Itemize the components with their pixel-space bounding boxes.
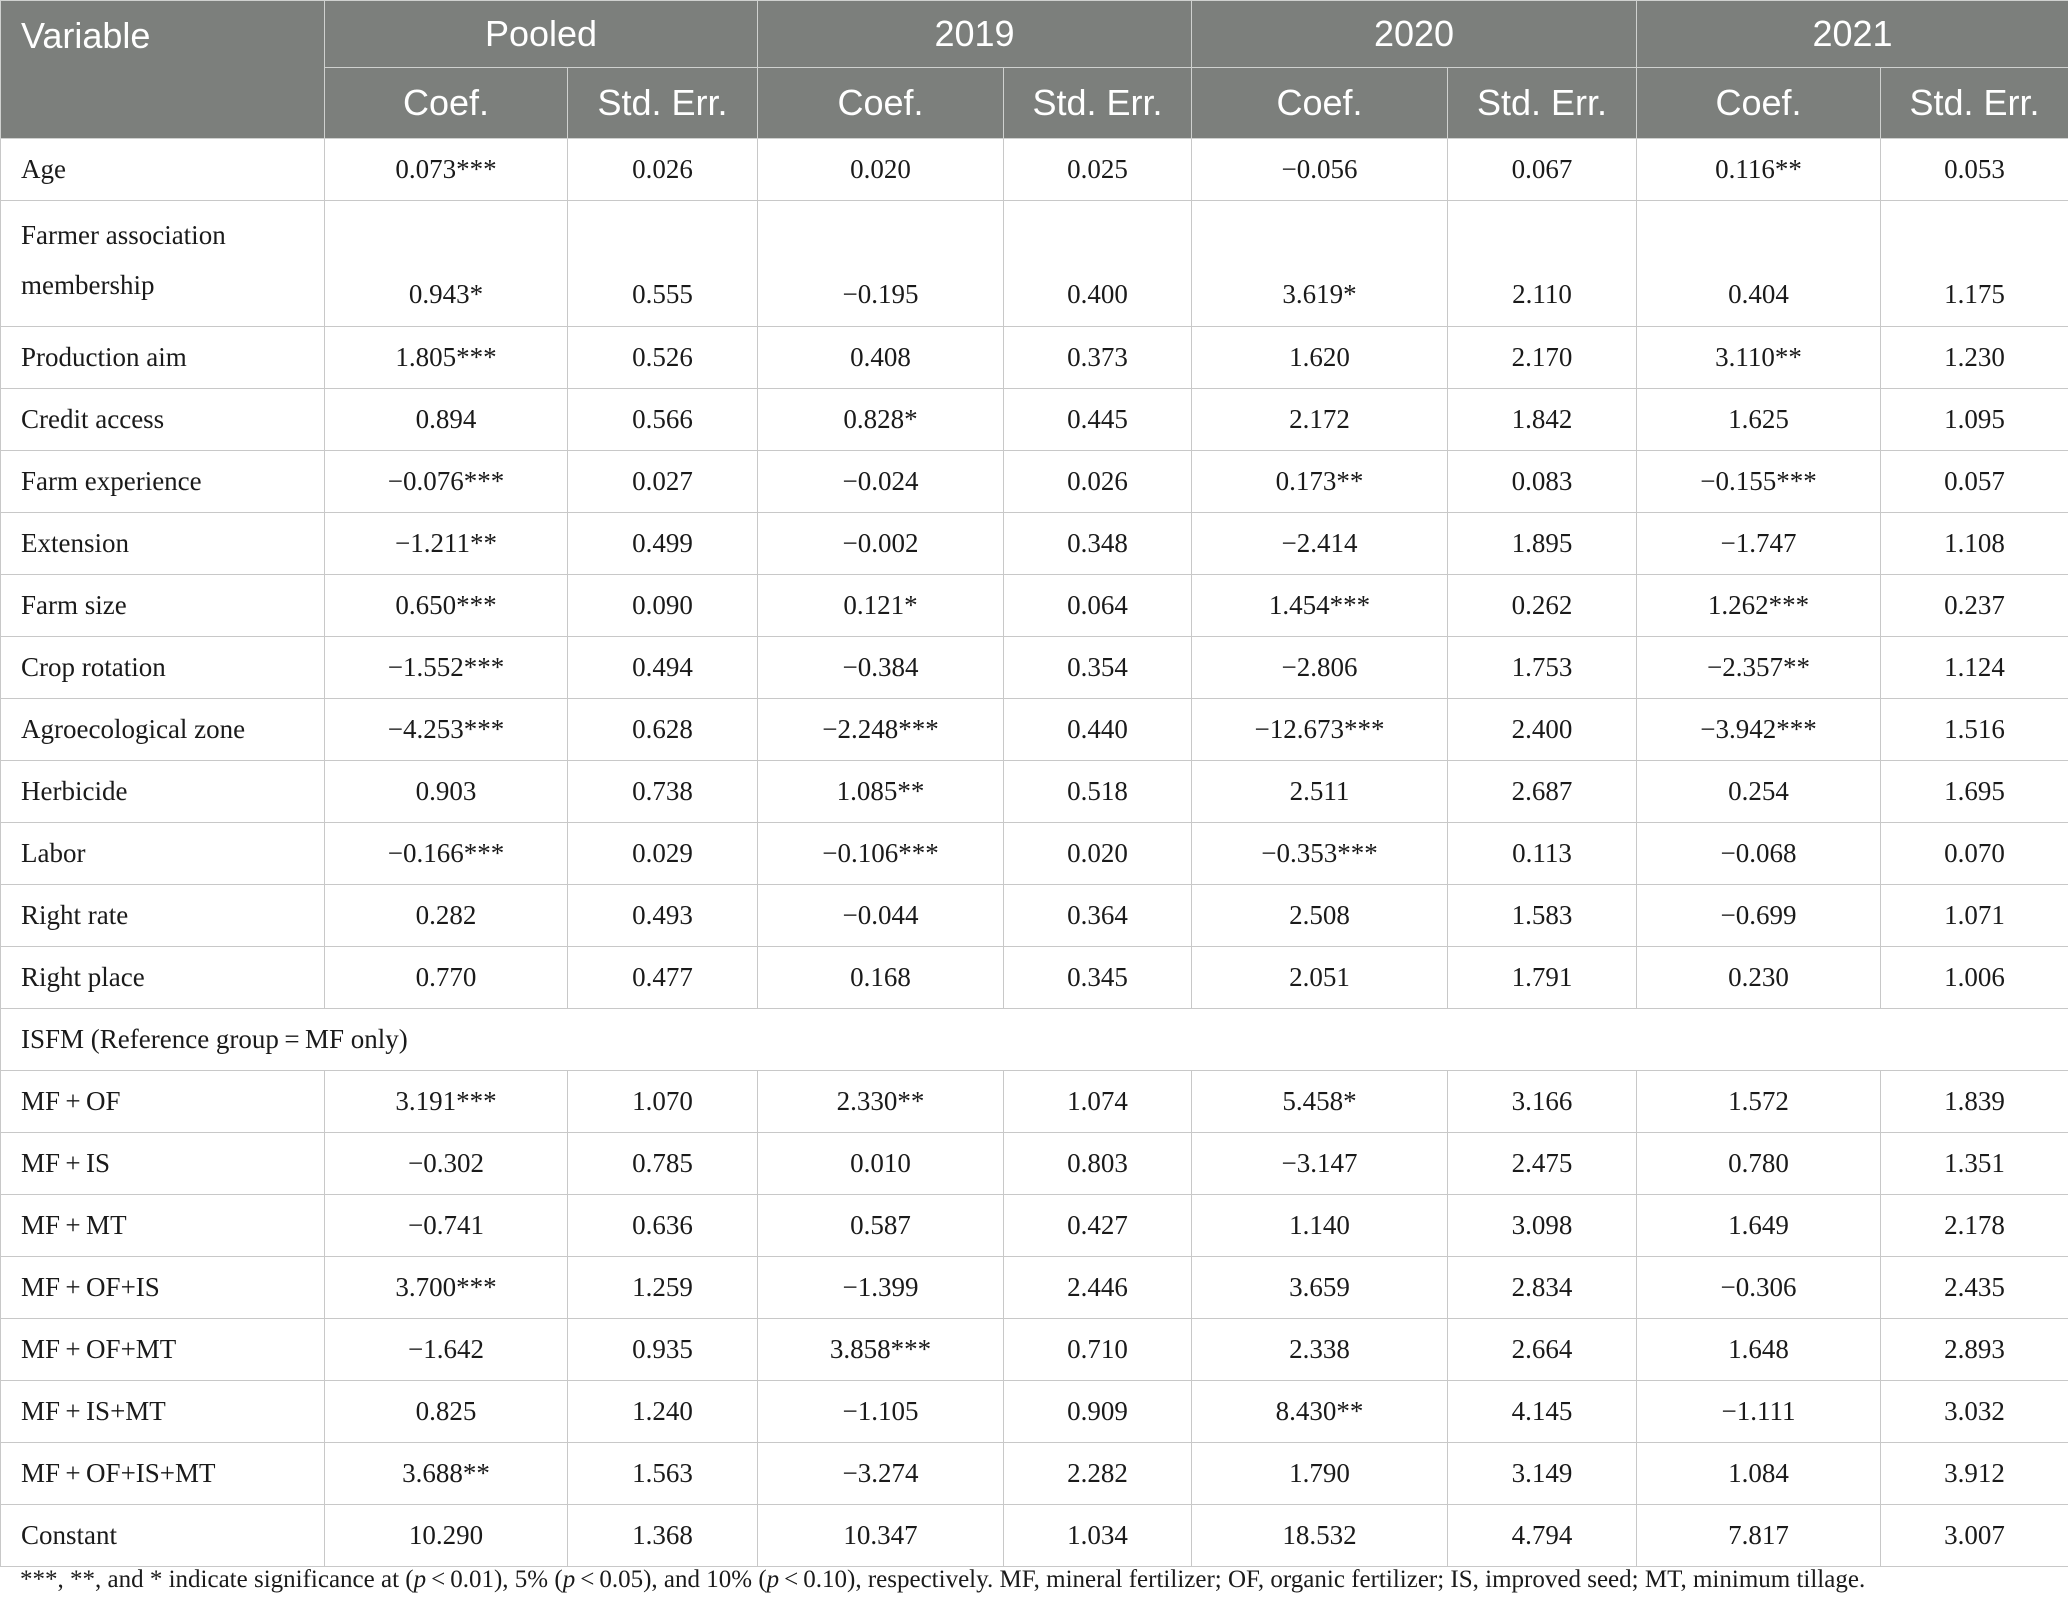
row-label: MF + OF+MT	[1, 1319, 325, 1381]
std-err-cell: 0.493	[568, 885, 758, 947]
coef-cell: 1.084	[1637, 1443, 1881, 1505]
std-err-cell: 1.368	[568, 1505, 758, 1567]
std-err-cell: 0.067	[1448, 139, 1637, 201]
std-err-cell: 3.166	[1448, 1071, 1637, 1133]
std-err-cell: 1.230	[1881, 327, 2068, 389]
table-row	[1, 451, 2068, 513]
std-err-cell: 1.095	[1881, 389, 2068, 451]
row-label: Age	[1, 139, 325, 201]
row-label: MF + IS+MT	[1, 1381, 325, 1443]
footnote-text: < 0.05), and 10% (	[575, 1566, 767, 1593]
std-err-cell: 1.791	[1448, 947, 1637, 1009]
std-err-cell: 1.240	[568, 1381, 758, 1443]
coef-header: Coef.	[758, 68, 1004, 139]
row-label: MF + MT	[1, 1195, 325, 1257]
coef-cell: 1.454***	[1192, 575, 1448, 637]
std-err-cell: 0.440	[1004, 699, 1192, 761]
coef-cell: −0.056	[1192, 139, 1448, 201]
table-row	[1, 1071, 2068, 1133]
table-row	[1, 823, 2068, 885]
coef-cell: 0.173**	[1192, 451, 1448, 513]
std-err-cell: 1.070	[568, 1071, 758, 1133]
std-err-cell: 3.098	[1448, 1195, 1637, 1257]
std-err-cell: 0.555	[568, 201, 758, 327]
row-label: Labor	[1, 823, 325, 885]
table-row	[1, 513, 2068, 575]
coef-cell: −1.642	[325, 1319, 568, 1381]
coef-cell: −2.414	[1192, 513, 1448, 575]
std-err-cell: 1.753	[1448, 637, 1637, 699]
coef-cell: −1.111	[1637, 1381, 1881, 1443]
std-err-cell: 0.027	[568, 451, 758, 513]
coef-cell: 1.648	[1637, 1319, 1881, 1381]
std-err-cell: 0.373	[1004, 327, 1192, 389]
row-label: MF + IS	[1, 1133, 325, 1195]
std-err-cell: 2.400	[1448, 699, 1637, 761]
table-row	[1, 575, 2068, 637]
std-err-cell: 0.526	[568, 327, 758, 389]
coef-cell: −1.552***	[325, 637, 568, 699]
std-err-cell: 1.516	[1881, 699, 2068, 761]
coef-cell: 2.172	[1192, 389, 1448, 451]
row-label: Agroecological zone	[1, 699, 325, 761]
coef-cell: 0.168	[758, 947, 1004, 1009]
std-err-cell: 0.628	[568, 699, 758, 761]
row-label: Right place	[1, 947, 325, 1009]
row-label: Constant	[1, 1505, 325, 1567]
coef-cell: 0.825	[325, 1381, 568, 1443]
coef-cell: 1.140	[1192, 1195, 1448, 1257]
footnote-text: ***, **, and * indicate significance at (	[20, 1566, 414, 1593]
std-err-cell: 0.090	[568, 575, 758, 637]
row-label: MF + OF+IS	[1, 1257, 325, 1319]
footnote-text: < 0.10), respectively. MF, mineral fertilizer; OF, organic fertilizer; IS, improved seed; MT, minimum tillage.	[779, 1566, 1866, 1593]
coef-header: Coef.	[325, 68, 568, 139]
std-err-cell: 2.834	[1448, 1257, 1637, 1319]
std-err-cell: 0.803	[1004, 1133, 1192, 1195]
row-label: MF + OF	[1, 1071, 325, 1133]
coef-cell: 1.262***	[1637, 575, 1881, 637]
table-row	[1, 1381, 2068, 1443]
coef-cell: 0.230	[1637, 947, 1881, 1009]
coef-cell: −0.155***	[1637, 451, 1881, 513]
coef-cell: 0.587	[758, 1195, 1004, 1257]
std-err-cell: 0.053	[1881, 139, 2068, 201]
row-label: Right rate	[1, 885, 325, 947]
std-err-cell: 0.020	[1004, 823, 1192, 885]
std-err-cell: 0.029	[568, 823, 758, 885]
table-row	[1, 139, 2068, 201]
std-err-cell: 1.695	[1881, 761, 2068, 823]
std-err-cell: 2.282	[1004, 1443, 1192, 1505]
std-err-cell: 3.032	[1881, 1381, 2068, 1443]
row-label: MF + OF+IS+MT	[1, 1443, 325, 1505]
std-err-cell: 0.909	[1004, 1381, 1192, 1443]
coef-cell: −0.044	[758, 885, 1004, 947]
std-err-cell: 1.071	[1881, 885, 2068, 947]
coef-cell: −2.806	[1192, 637, 1448, 699]
std-err-cell: 1.074	[1004, 1071, 1192, 1133]
coef-cell: 8.430**	[1192, 1381, 1448, 1443]
coef-cell: −0.002	[758, 513, 1004, 575]
coef-cell: 2.330**	[758, 1071, 1004, 1133]
coef-cell: −2.357**	[1637, 637, 1881, 699]
std-err-cell: 0.237	[1881, 575, 2068, 637]
std-err-cell: 1.034	[1004, 1505, 1192, 1567]
std-err-cell: 2.170	[1448, 327, 1637, 389]
coef-cell: 7.817	[1637, 1505, 1881, 1567]
std-err-cell: 0.345	[1004, 947, 1192, 1009]
coef-cell: −1.105	[758, 1381, 1004, 1443]
std-err-cell: 0.364	[1004, 885, 1192, 947]
table-row	[1, 201, 2068, 327]
coef-cell: −3.147	[1192, 1133, 1448, 1195]
coef-cell: −0.302	[325, 1133, 568, 1195]
std-err-cell: 3.912	[1881, 1443, 2068, 1505]
std-err-cell: 0.070	[1881, 823, 2068, 885]
coef-cell: 0.943*	[325, 201, 568, 327]
coef-cell: 2.338	[1192, 1319, 1448, 1381]
footnote-p-symbol: p	[766, 1566, 780, 1593]
row-label: Farm experience	[1, 451, 325, 513]
coef-cell: −0.353***	[1192, 823, 1448, 885]
coef-cell: 0.020	[758, 139, 1004, 201]
std-err-header: Std. Err.	[1004, 68, 1192, 139]
coef-cell: −1.211**	[325, 513, 568, 575]
std-err-cell: 0.445	[1004, 389, 1192, 451]
coef-cell: 0.650***	[325, 575, 568, 637]
coef-cell: −0.076***	[325, 451, 568, 513]
coef-cell: 1.625	[1637, 389, 1881, 451]
std-err-cell: 0.710	[1004, 1319, 1192, 1381]
std-err-cell: 0.348	[1004, 513, 1192, 575]
coef-cell: 0.408	[758, 327, 1004, 389]
coef-cell: 3.858***	[758, 1319, 1004, 1381]
table-row	[1, 761, 2068, 823]
std-err-cell: 0.026	[1004, 451, 1192, 513]
std-err-cell: 0.636	[568, 1195, 758, 1257]
coef-cell: −1.399	[758, 1257, 1004, 1319]
coef-cell: 0.116**	[1637, 139, 1881, 201]
coef-cell: 3.659	[1192, 1257, 1448, 1319]
group-header-2021: 2021	[1637, 1, 2068, 68]
std-err-cell: 4.145	[1448, 1381, 1637, 1443]
std-err-cell: 4.794	[1448, 1505, 1637, 1567]
coef-cell: 1.620	[1192, 327, 1448, 389]
std-err-cell: 0.064	[1004, 575, 1192, 637]
coef-cell: −0.699	[1637, 885, 1881, 947]
std-err-cell: 2.110	[1448, 201, 1637, 327]
std-err-cell: 0.354	[1004, 637, 1192, 699]
std-err-cell: 0.025	[1004, 139, 1192, 201]
table-row	[1, 327, 2068, 389]
std-err-cell: 0.083	[1448, 451, 1637, 513]
row-label: Credit access	[1, 389, 325, 451]
table-row	[1, 1133, 2068, 1195]
std-err-cell: 2.446	[1004, 1257, 1192, 1319]
std-err-cell: 2.893	[1881, 1319, 2068, 1381]
coef-cell: −3.274	[758, 1443, 1004, 1505]
std-err-cell: 0.477	[568, 947, 758, 1009]
header-row-groups	[1, 1, 2068, 68]
std-err-cell: 1.842	[1448, 389, 1637, 451]
coef-cell: 3.110**	[1637, 327, 1881, 389]
std-err-cell: 0.935	[568, 1319, 758, 1381]
table-row	[1, 699, 2068, 761]
coef-cell: 0.770	[325, 947, 568, 1009]
coef-cell: 2.511	[1192, 761, 1448, 823]
std-err-cell: 2.475	[1448, 1133, 1637, 1195]
group-header-2020: 2020	[1192, 1, 1637, 68]
coef-header: Coef.	[1637, 68, 1881, 139]
coef-cell: −0.106***	[758, 823, 1004, 885]
table-row	[1, 637, 2068, 699]
row-label: Herbicide	[1, 761, 325, 823]
coef-cell: 3.619*	[1192, 201, 1448, 327]
std-err-cell: 0.738	[568, 761, 758, 823]
coef-cell: −0.024	[758, 451, 1004, 513]
coef-cell: −4.253***	[325, 699, 568, 761]
coef-cell: 3.191***	[325, 1071, 568, 1133]
variable-column-header: Variable	[1, 1, 325, 139]
table-row	[1, 389, 2068, 451]
coef-cell: −3.942***	[1637, 699, 1881, 761]
coef-cell: 0.010	[758, 1133, 1004, 1195]
row-label: Production aim	[1, 327, 325, 389]
std-err-cell: 3.149	[1448, 1443, 1637, 1505]
coef-cell: −2.248***	[758, 699, 1004, 761]
std-err-cell: 2.178	[1881, 1195, 2068, 1257]
std-err-cell: 1.583	[1448, 885, 1637, 947]
footnote-p-symbol: p	[562, 1566, 576, 1593]
std-err-cell: 1.351	[1881, 1133, 2068, 1195]
std-err-header: Std. Err.	[1448, 68, 1637, 139]
std-err-cell: 0.499	[568, 513, 758, 575]
coef-cell: 5.458*	[1192, 1071, 1448, 1133]
std-err-cell: 0.400	[1004, 201, 1192, 327]
std-err-cell: 1.175	[1881, 201, 2068, 327]
std-err-cell: 0.026	[568, 139, 758, 201]
group-header-pooled: Pooled	[325, 1, 758, 68]
std-err-cell: 1.108	[1881, 513, 2068, 575]
table-row	[1, 1443, 2068, 1505]
coef-cell: 1.790	[1192, 1443, 1448, 1505]
std-err-cell: 2.687	[1448, 761, 1637, 823]
coef-cell: 2.508	[1192, 885, 1448, 947]
coef-cell: −0.166***	[325, 823, 568, 885]
coef-cell: 0.282	[325, 885, 568, 947]
coef-cell: −0.384	[758, 637, 1004, 699]
group-header-2019: 2019	[758, 1, 1192, 68]
std-err-cell: 0.262	[1448, 575, 1637, 637]
std-err-cell: 1.895	[1448, 513, 1637, 575]
coef-cell: −0.306	[1637, 1257, 1881, 1319]
coef-cell: 1.572	[1637, 1071, 1881, 1133]
std-err-cell: 1.259	[568, 1257, 758, 1319]
std-err-cell: 2.664	[1448, 1319, 1637, 1381]
section-row	[1, 1009, 2068, 1071]
std-err-cell: 1.839	[1881, 1071, 2068, 1133]
table-body	[1, 139, 2068, 1567]
coef-cell: −0.195	[758, 201, 1004, 327]
std-err-cell: 1.006	[1881, 947, 2068, 1009]
std-err-cell: 2.435	[1881, 1257, 2068, 1319]
coef-cell: 0.254	[1637, 761, 1881, 823]
row-label-line: membership	[21, 270, 155, 300]
coef-cell: 1.085**	[758, 761, 1004, 823]
coef-cell: 1.805***	[325, 327, 568, 389]
coef-cell: 10.347	[758, 1505, 1004, 1567]
row-label: Extension	[1, 513, 325, 575]
std-err-cell: 0.057	[1881, 451, 2068, 513]
std-err-cell: 1.124	[1881, 637, 2068, 699]
std-err-cell: 0.518	[1004, 761, 1192, 823]
coef-cell: 0.121*	[758, 575, 1004, 637]
table-header	[1, 1, 2068, 139]
coef-cell: 0.828*	[758, 389, 1004, 451]
table-row	[1, 1505, 2068, 1567]
std-err-header: Std. Err.	[568, 68, 758, 139]
coef-header: Coef.	[1192, 68, 1448, 139]
std-err-cell: 0.427	[1004, 1195, 1192, 1257]
coef-cell: 1.649	[1637, 1195, 1881, 1257]
coef-cell: 0.073***	[325, 139, 568, 201]
coef-cell: −0.068	[1637, 823, 1881, 885]
coef-cell: 0.780	[1637, 1133, 1881, 1195]
coef-cell: −1.747	[1637, 513, 1881, 575]
std-err-cell: 0.566	[568, 389, 758, 451]
table-row	[1, 1257, 2068, 1319]
table-row	[1, 885, 2068, 947]
coef-cell: −12.673***	[1192, 699, 1448, 761]
row-label-line: Farmer association	[21, 220, 226, 250]
coef-cell: 3.700***	[325, 1257, 568, 1319]
table-row	[1, 947, 2068, 1009]
row-label: Crop rotation	[1, 637, 325, 699]
coef-cell: 0.903	[325, 761, 568, 823]
section-label: ISFM (Reference group = MF only)	[1, 1009, 2068, 1071]
coef-cell: 10.290	[325, 1505, 568, 1567]
std-err-cell: 0.494	[568, 637, 758, 699]
coef-cell: 2.051	[1192, 947, 1448, 1009]
table-row	[1, 1195, 2068, 1257]
coef-cell: −0.741	[325, 1195, 568, 1257]
coef-cell: 18.532	[1192, 1505, 1448, 1567]
footnote-p-symbol: p	[413, 1566, 427, 1593]
std-err-cell: 0.785	[568, 1133, 758, 1195]
std-err-cell: 1.563	[568, 1443, 758, 1505]
footnote-text: < 0.01), 5% (	[426, 1566, 563, 1593]
std-err-cell: 0.113	[1448, 823, 1637, 885]
table-row	[1, 1319, 2068, 1381]
table-footnote	[20, 1566, 1865, 1594]
coef-cell: 0.404	[1637, 201, 1881, 327]
row-label	[1, 201, 325, 327]
coef-cell: 3.688**	[325, 1443, 568, 1505]
coef-cell: 0.894	[325, 389, 568, 451]
row-label: Farm size	[1, 575, 325, 637]
std-err-cell: 3.007	[1881, 1505, 2068, 1567]
std-err-header: Std. Err.	[1881, 68, 2068, 139]
